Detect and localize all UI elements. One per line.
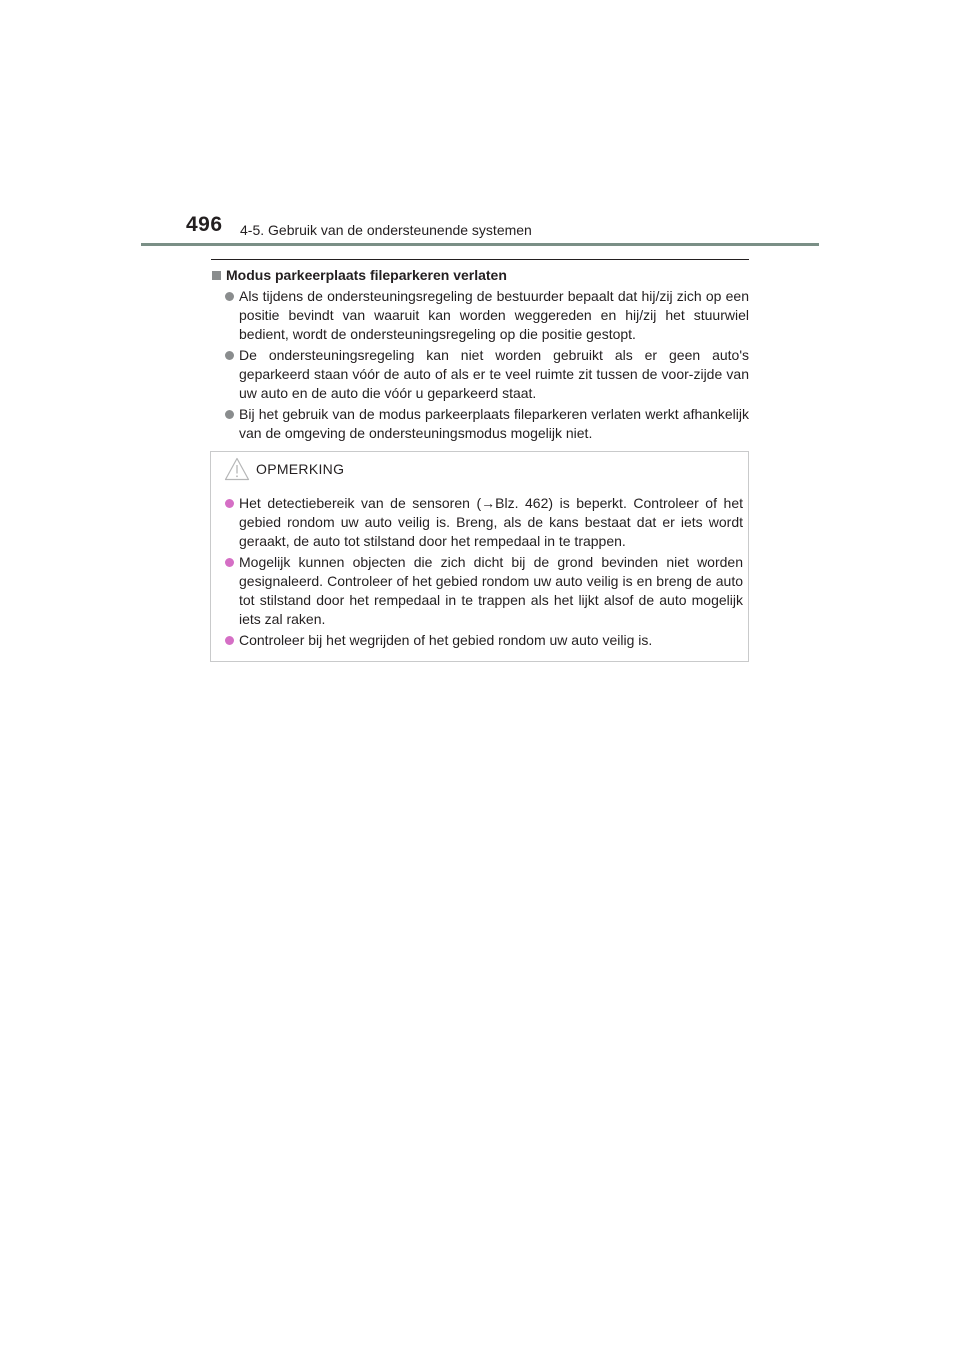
notice-title: OPMERKING <box>256 461 345 477</box>
list-item <box>211 287 749 344</box>
notice-header <box>224 457 344 481</box>
bullet-dot-icon <box>225 558 234 567</box>
notice-body <box>211 494 743 652</box>
section-heading-text: Modus parkeerplaats fileparkeren verlaten <box>226 267 507 283</box>
notice-item-text: Controleer bij het wegrijden of het gebied rondom uw auto veilig is. <box>239 632 653 648</box>
notice-item-text: Mogelijk kunnen objecten die zich dicht bij de grond bevinden niet worden gesignaleerd. Controleer of het gebied rondom uw auto veilig is en breng de auto tot stilstand door het rempedaal in te trappen als het lijkt alsof de auto mogelijk iets zal raken. <box>239 554 743 627</box>
bullet-dot-icon <box>225 410 234 419</box>
page-header <box>0 0 960 250</box>
section-title: 4-5. Gebruik van de ondersteunende systemen <box>240 222 532 238</box>
list-item <box>211 346 749 403</box>
notice-list-item <box>211 553 743 629</box>
bullet-dot-icon <box>225 499 234 508</box>
bullet-dot-icon <box>225 292 234 301</box>
section-heading <box>211 266 749 285</box>
list-item-text: Bij het gebruik van de modus parkeerplaats fileparkeren verlaten werkt afhankelijk van de omgeving de ondersteuningsmodus mogelijk niet. <box>239 406 749 441</box>
bullet-dot-icon <box>225 636 234 645</box>
notice-item-text: Het detectiebereik van de sensoren (→Blz. 462) is beperkt. Controleer of het gebied rondom uw auto veilig is. Breng, als de kans bestaat dat er iets wordt geraakt, de auto tot stilstand door het rempedaal in te trappen. <box>239 495 743 549</box>
list-item-text: De ondersteuningsregeling kan niet worden gebruikt als er geen auto's geparkeerd staan vóór de auto of als er te veel ruimte zit tussen de voor-zijde van uw auto en de auto die vóór u geparkeerd staat. <box>239 347 749 401</box>
list-item <box>211 405 749 443</box>
header-rule <box>141 243 819 246</box>
square-bullet-icon <box>212 271 221 280</box>
warning-triangle-icon <box>224 457 250 481</box>
bullet-dot-icon <box>225 351 234 360</box>
section-divider <box>211 259 749 260</box>
page-number: 496 <box>186 213 223 236</box>
section-content <box>211 266 749 445</box>
notice-list-item <box>211 631 743 650</box>
notice-list-item <box>211 494 743 551</box>
notice-box <box>210 451 749 662</box>
list-item-text: Als tijdens de ondersteuningsregeling de bestuurder bepaalt dat hij/zij zich op een positie bevindt van waaruit kan worden weggereden en hij/zij het stuurwiel bedient, wordt de ondersteuningsregeling op die positie gestopt. <box>239 288 749 342</box>
